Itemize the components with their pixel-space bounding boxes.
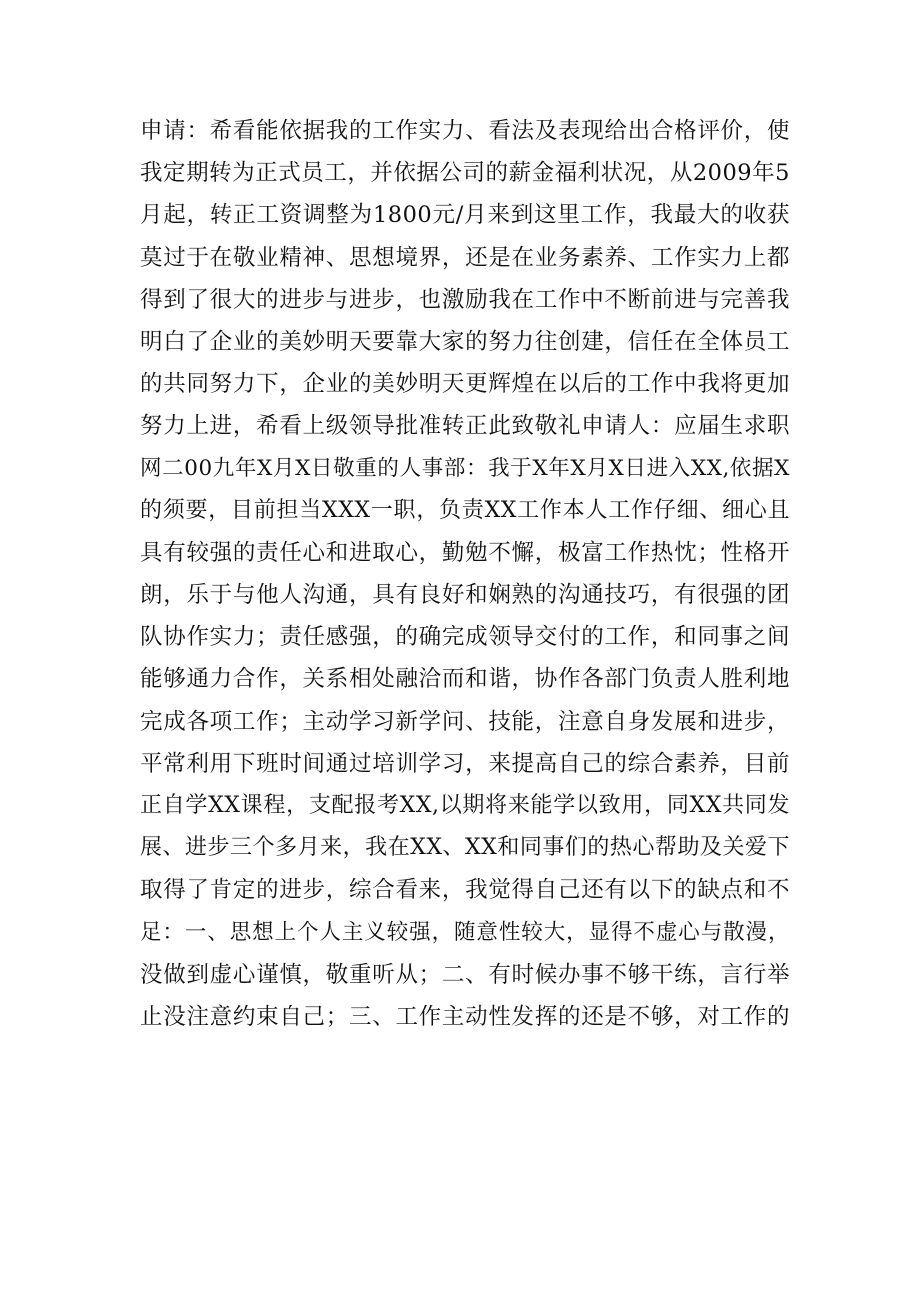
text-line: 能够通力合作，关系相处融洽而和谐，协作各部门负责人胜利地: [140, 666, 790, 693]
text-line: 网二00九年X月X日敬重的人事部：我于X年X月X日进入XX,依据X: [140, 455, 790, 481]
text-line: 完成各项工作；主动学习新学问、技能，注意自身发展和进步，: [140, 708, 790, 735]
text-line: 努力上进，希看上级领导批准转正此致敬礼申请人：应届生求职: [140, 413, 790, 440]
text-line: 月起，转正工资调整为1800元/月来到这里工作，我最大的收获: [140, 202, 790, 229]
text-line: 取得了肯定的进步，综合看来，我觉得自己还有以下的缺点和不: [140, 877, 790, 904]
text-line: 明白了企业的美妙明天要靠大家的努力往创建，信任在全体员工: [140, 328, 790, 355]
text-line: 没做到虚心谨慎，敬重听从；二、有时候办事不够干练，言行举: [140, 961, 790, 988]
body-text: [140, 110, 790, 1038]
text-line: 的须要，目前担当XXX一职，负责XX工作本人工作仔细、细心且: [140, 497, 790, 523]
text-line: 止没注意约束自己；三、工作主动性发挥的还是不够，对工作的: [140, 1003, 790, 1030]
text-line: 得到了很大的进步与进步，也激励我在工作中不断前进与完善我: [140, 286, 790, 313]
text-line: 申请：希看能依据我的工作实力、看法及表现给出合格评价，使: [140, 118, 790, 144]
text-line: 平常利用下班时间通过培训学习，来提高自己的综合素养，目前: [140, 750, 790, 777]
text-line: 正自学XX课程，支配报考XX,以期将来能学以致用，同XX共同发: [140, 793, 790, 818]
text-line: 足：一、思想上个人主义较强，随意性较大，显得不虚心与散漫，: [140, 919, 790, 945]
text-line: 莫过于在敬业精神、思想境界，还是在业务素养、工作实力上都: [140, 244, 790, 271]
text-line: 具有较强的责任心和进取心，勤勉不懈，极富工作热忱；性格开: [140, 539, 790, 566]
text-line: 朗，乐于与他人沟通，具有良好和娴熟的沟通技巧，有很强的团: [140, 582, 790, 609]
text-line: 展、进步三个多月来，我在XX、XX和同事们的热心帮助及关爱下: [140, 835, 790, 861]
text-line: 的共同努力下，企业的美妙明天更辉煌在以后的工作中我将更加: [140, 371, 790, 398]
text-line: 我定期转为正式员工，并依据公司的薪金福利状况，从2009年5: [140, 160, 790, 187]
text-line: 队协作实力；责任感强，的确完成领导交付的工作，和同事之间: [140, 624, 790, 651]
